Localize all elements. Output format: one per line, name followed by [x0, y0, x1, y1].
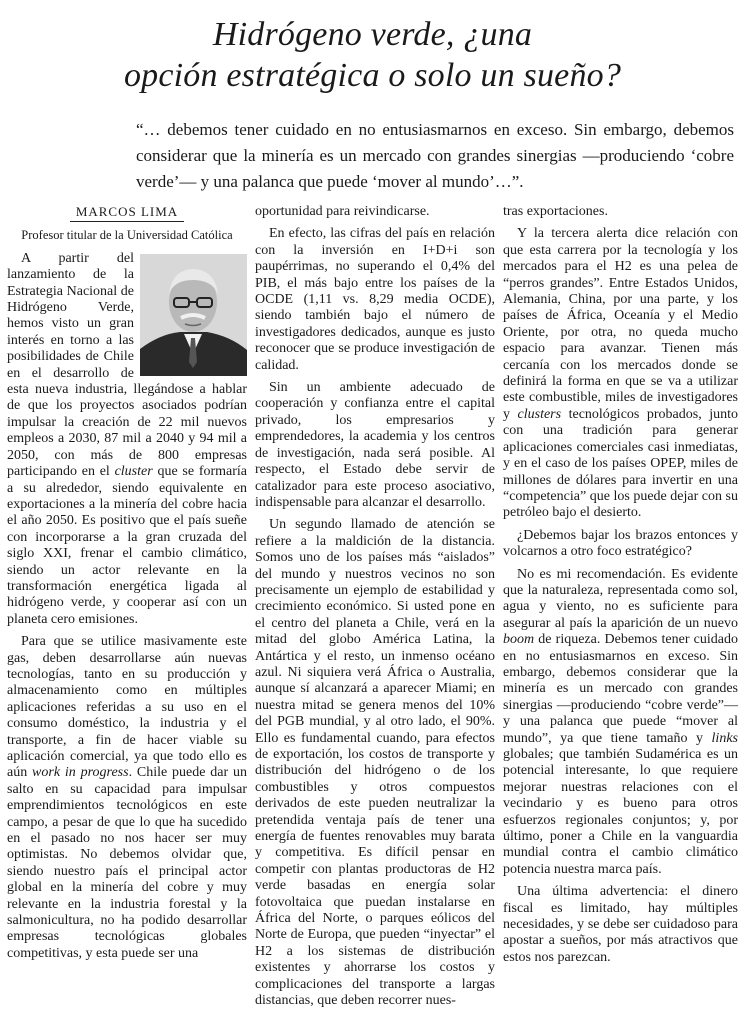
paragraph: Una última advertencia: el dinero fiscal es limitado, hay múltiples necesidades, y se debe ser cuidadoso para apostar a sueños, por más atractivos que estos nos parezcan.	[503, 884, 738, 965]
paragraph: En efecto, las cifras del país en relación con la inversión en I+D+i son paupérrimas, no superando el 0,4% del PIB, el más bajo entre los países de la OCDE (1,11 vs. 8,29 media OCDE), siendo también bajo el número de investigadores dedicados, aunque es justo reconocer que se produce investigación de calidad.	[255, 226, 495, 373]
paragraph: No es mi recomendación. Es evidente que la naturaleza, representada como sol, agua y viento, no es suficiente para asegurar al país la aparición de un nuevo boom de riqueza. Debemos tener cuidado en no entusiasmarnos en exceso. Sin embargo, debemos considerar que la minería es un mercado con grandes sinergias —produciendo “cobre verde”— y una palanca que puede “mover al mundo”, ya que tiene tamaño y links globales; que también Sudamérica es un potencial interesante, lo que requiere mejorar nuestras relaciones con el vecindario y es bueno para otros esfuerzos regionales conjuntos; y, por último, poner a Chile en la vanguardia mundial contra el cambio climático potencia nuestra marca país.	[503, 566, 738, 877]
byline	[7, 204, 247, 244]
paragraph: ¿Debemos bajar los brazos entonces y volcarnos a otro foco estratégico?	[503, 527, 738, 560]
paragraph: Y la tercera alerta dice relación con que esta carrera por la tecnología y los mercados para el H2 es una pelea de “perros grandes”. Entre Estados Unidos, Alemania, China, por una parte, y los países de África, Oceanía y el Medio Oriente, por otra, no queda mucho espacio para avanzar. Tienen más cercanía con los mercados donde se definirá la forma en que se va a utilizar este combustible, miles de investigadores y clusters tecnológicos probados, junto con una tradición para generar aplicaciones comerciales casi inmediatas, y en el caso de los países OPEP, miles de millones de dólares para invertir en una “competencia” que los puede dejar con su petróleo bajo el desierto.	[503, 226, 738, 521]
headline-line-1: Hidrógeno verde, ¿una	[212, 16, 533, 53]
author-photo	[140, 254, 247, 376]
paragraph: Para que se utilice masivamente este gas, deben desarrollarse aún nuevas tecnologías, tanto en su producción y almacenamiento como en múltiples aplicaciones referidas a su uso en el consumo doméstico, la industria y el transporte, a fin de hacer viable su aplicación comercial, ya que todo ello es aún work in progress. Chile puede dar un salto en su capacidad para impulsar emprendimientos tecnológicos en este campo, a pesar de que lo que ha sucedido en el pasado no nos hacer ser muy optimistas. No debemos olvidar que, siendo nuestro país el principal actor global en la minería del cobre y muy relevante en la industria forestal y la salmonicultura, no ha podido desarrollar empresas tecnológicas globales competitivas, y esta puede ser una	[7, 634, 248, 961]
column-2	[255, 204, 495, 1016]
headline	[0, 14, 745, 96]
paragraph: Un segundo llamado de atención se refiere a la maldición de la distancia. Somos uno de los países más “aislados” del mundo y nuestros vecinos no son precisamente un ejemplo de estabilidad y crecimiento económico. Si usted pone en el centro del planeta a Chile, verá en la mitad del globo América Latina, la Antártica y el resto, un inmenso océano azul. Ni siquiera verá África o Australia, aunque sí alcanzará a aparecer Miami; en nuestra mitad se genera menos del 10% del PGB mundial, y al otro lado, el 90%. Ello es fundamental cuando, para efectos de exportación, los costos de transporte y distribución del hidrógeno o de los combustibles y otros compuestos derivados de este pueden neutralizar la pretendida ventaja país de tener una energía de fuentes renovables muy barata y competitiva. Es difícil pensar en competir con plantas productoras de H2 verde basadas en energía solar fotovoltaica que puedan instalarse en África del Norte, o parques eólicos del Norte de Europa, que pueden “inyectar” el H2 a los sistemas de distribución existentes y ahorrarse los costos y complicaciones del transporte a largas distancias, que deben recorrer nues-	[255, 517, 495, 1009]
pull-quote: “… debemos tener cuidado en no entusiasmarnos en exceso. Sin embargo, debemos considerar que la minería es un mercado con grandes sinergias —produciendo ‘cobre verde’— y una palanca que puede ‘mover al mundo’…”.	[136, 120, 734, 191]
paragraph: A partir del lanzamiento de la Estrategia Nacional de Hidrógeno Verde, hemos visto un gran interés en torno a las posibilidades de Chile en el desarrollo de esta nueva industria, llegándose a hablar de que los proyectos asociados podrían impulsar la creación de 22 mil nuevos empleos a 2030, 87 mil a 2040 y 94 mil a 2050, con más de 800 empresas participando en el cluster que se formaría a su alrededor, siendo equivalente en exportaciones a la minería del cobre hacia el año 2050. Es positivo que el país sueñe con incorporarse a la gran cruzada del siglo XXI, frenar el cambio climático, siendo un actor relevante en la transformación energética ligada al hidrógeno verde, y cooperar así con un planeta cero emisiones.	[7, 250, 248, 627]
paragraph: Sin un ambiente adecuado de cooperación y confianza entre el capital privado, los empresarios y emprendedores, la academia y los centros de investigación, nada será posible. Al respecto, el Estado debe servir de catalizador para este proceso asociativo, indispensable para alcanzar el desarrollo.	[255, 380, 495, 510]
column-1	[7, 204, 247, 968]
author-role: Profesor titular de la Universidad Católica	[21, 228, 233, 243]
headline-line-2: opción estratégica o solo un sueño?	[123, 57, 622, 94]
column-3	[503, 204, 738, 972]
paragraph: tras exportaciones.	[503, 204, 608, 219]
author-name: MARCOS LIMA	[70, 204, 184, 222]
paragraph: oportunidad para reivindicarse.	[255, 204, 430, 219]
